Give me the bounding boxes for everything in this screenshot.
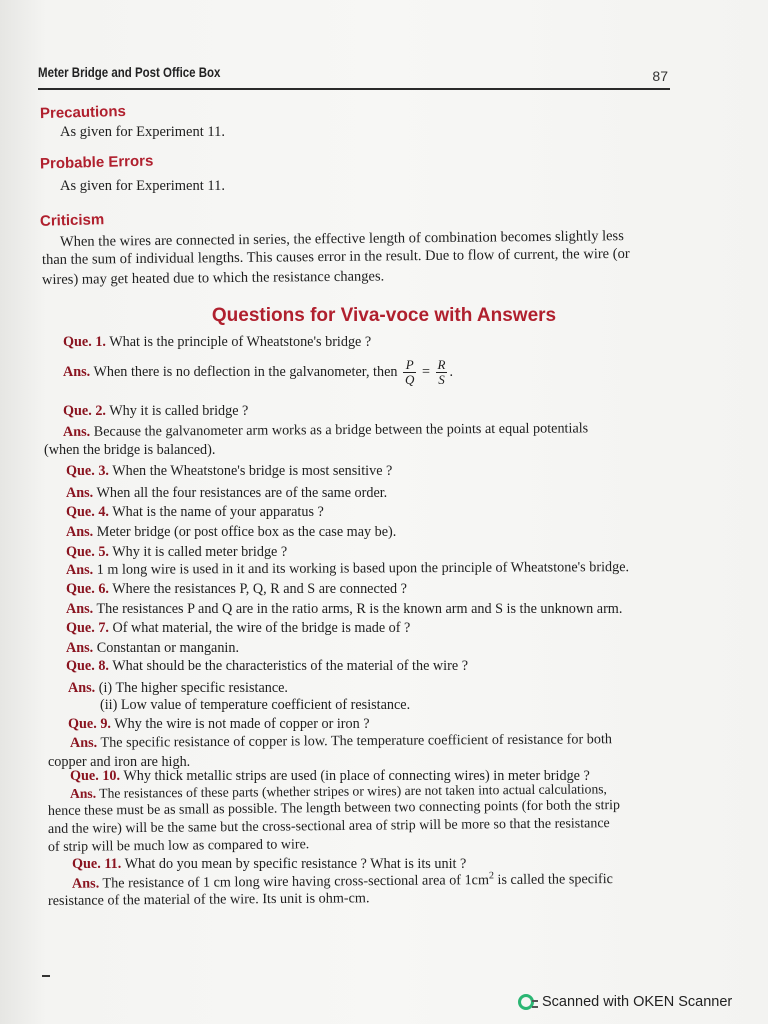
- fraction-p-q: $\frac{P}{Q}$: [405, 357, 415, 387]
- question-8: Que. 8. What should be the characteristics of the material of the wire ?: [66, 658, 468, 674]
- watermark-text: Scanned with OKEN Scanner: [542, 994, 733, 1010]
- criticism-line-1: When the wires are connected in series, the effective length of combination becomes slightly less: [59, 228, 624, 250]
- running-header: [38, 64, 670, 90]
- oken-scanner-icon: [518, 994, 534, 1010]
- criticism-heading: Criticism: [39, 211, 105, 230]
- precautions-text: As given for Experiment 11.: [60, 124, 225, 140]
- answer-10-line-3: and the wire) will be the same but the cross-sectional area of strip will be more so that the resistance: [47, 816, 610, 837]
- answer-11: Ans. The resistance of 1 cm long wire having cross-sectional area of $1cm^2$ is called the specific: [71, 870, 614, 892]
- question-11: Que. 11. What do you mean by specific resistance ? What is its unit ?: [72, 856, 467, 872]
- answer-7: Ans. Constantan or manganin.: [66, 640, 240, 656]
- criticism-line-3: wires) may get heated due to which the resistance changes.: [41, 268, 385, 288]
- answer-1: Ans. When there is no deflection in the galvanometer, then $\frac{P}{Q}$ = $\frac{R}{S}$ .: [63, 357, 454, 387]
- answer-8: Ans. (i) The higher specific resistance.: [68, 680, 288, 696]
- answer-9-cont: copper and iron are high.: [48, 754, 191, 770]
- answer-11-cont: resistance of the material of the wire. Its unit is ohm-cm.: [47, 890, 370, 909]
- answer-4: Ans. Meter bridge (or post office box as the case may be).: [66, 524, 397, 540]
- question-4: Que. 4. What is the name of your apparatus ?: [66, 504, 324, 520]
- criticism-line-2: than the sum of individual lengths. This causes error in the result. Due to flow of current, the wire (or: [41, 245, 630, 268]
- answer-8-cont: (ii) Low value of temperature coefficient of resistance.: [100, 697, 411, 713]
- question-text: What is the principle of Wheatstone's bridge ?: [109, 334, 372, 350]
- answer-text: When there is no deflection in the galvanometer, then: [93, 363, 398, 380]
- answer-5: Ans. 1 m long wire is used in it and its working is based upon the principle of Wheatstone's bridge.: [65, 559, 630, 578]
- answer-9: Ans. The specific resistance of copper is low. The temperature coefficient of resistance for both: [69, 731, 613, 751]
- scanner-watermark: [518, 990, 768, 1014]
- question-5: Que. 5. Why it is called meter bridge ?: [66, 544, 288, 560]
- margin-mark: [42, 975, 50, 977]
- viva-heading: Questions for Viva-voce with Answers: [211, 305, 557, 326]
- page-number: 87: [652, 68, 668, 84]
- answer-10: Ans. The resistances of these parts (whether stripes or wires) are not taken into actual calculations,: [69, 781, 607, 801]
- answer-label: Ans.: [63, 363, 91, 380]
- question-7: Que. 7. Of what material, the wire of the bridge is made of ?: [66, 620, 411, 636]
- question-10: Que. 10. Why thick metallic strips are used (in place of connecting wires) in meter bridge ?: [70, 768, 590, 784]
- answer-2: Ans. Because the galvanometer arm works as a bridge between the points at equal potentials: [62, 420, 589, 440]
- equals-sign: =: [421, 363, 430, 380]
- errors-heading: Probable Errors: [39, 152, 154, 173]
- question-6: Que. 6. Where the resistances P, Q, R and S are connected ?: [66, 581, 407, 597]
- answer-10-line-4: of strip will be much low as compared to wire.: [47, 837, 310, 855]
- header-title: Meter Bridge and Post Office Box: [38, 64, 221, 80]
- fraction-r-s: $\frac{R}{S}$: [437, 357, 446, 387]
- answer-3: Ans. When all the four resistances are of the same order.: [66, 485, 388, 501]
- question-label: Que. 1.: [63, 334, 106, 350]
- precautions-heading: Precautions: [39, 102, 127, 123]
- answer-6: Ans. The resistances P and Q are in the ratio arms, R is the known arm and S is the unknown arm.: [66, 601, 623, 617]
- errors-text: As given for Experiment 11.: [60, 178, 225, 194]
- question-3: Que. 3. When the Wheatstone's bridge is most sensitive ?: [66, 463, 393, 479]
- question-9: Que. 9. Why the wire is not made of copper or iron ?: [68, 716, 370, 732]
- question-2: Que. 2. Why it is called bridge ?: [63, 403, 249, 419]
- question-1: [63, 334, 371, 351]
- answer-10-line-2: hence these must be as small as possible. The length between two connecting points (for both the strip: [47, 798, 621, 819]
- answer-2-cont: (when the bridge is balanced).: [44, 442, 216, 458]
